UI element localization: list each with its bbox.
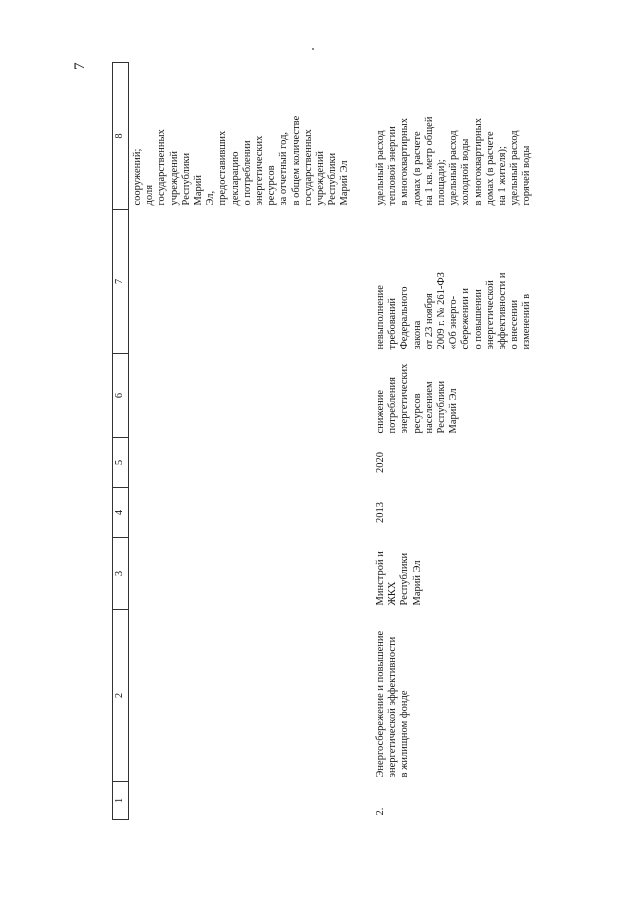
- cell-line: Марий Эл: [448, 388, 460, 434]
- cell-line: удельный расход: [509, 130, 521, 206]
- cell-line: эффективности и: [497, 272, 509, 350]
- cell-line: домах (в расчете: [484, 131, 496, 206]
- cell-line: ресурсов: [266, 165, 278, 206]
- cell-line: требований: [387, 297, 399, 350]
- cell-line: тепловой энергии: [387, 126, 399, 206]
- header-cell-6: 6: [113, 354, 129, 438]
- table-row: [372, 63, 534, 820]
- cell-line: за отчетный год,: [278, 131, 290, 206]
- header-cell-2: 2: [113, 610, 129, 782]
- cell-line: Эл,: [205, 190, 217, 206]
- cell-line: 2009 г. № 261-ФЗ: [436, 272, 448, 350]
- cell-line: удельный расход: [448, 130, 460, 206]
- cell-line: учреждений: [315, 150, 327, 206]
- cell-line: сооружений;: [132, 148, 143, 206]
- indicators-continued-cell: [129, 63, 373, 210]
- cell-line: о потреблении: [241, 140, 253, 206]
- header-cell-4: 4: [113, 488, 129, 538]
- cell-line: в многоквартирных: [399, 118, 411, 206]
- cell-line: горячей воды: [521, 145, 533, 206]
- cell-line: снижение: [375, 389, 386, 434]
- cell-line: Федерального: [399, 286, 411, 350]
- cell-line: Энергосбережение и повышение: [375, 630, 386, 778]
- end-year-cell: 2020: [375, 452, 386, 473]
- cell-line: на 1 кв. метр общей: [423, 116, 435, 206]
- indicators-cell: [372, 63, 534, 210]
- cell-line: Марий Эл: [411, 560, 423, 606]
- cell-line: в жилищном фонде: [399, 690, 411, 778]
- cell-line: о повышении: [472, 289, 484, 350]
- cell-line: Минстрой и ЖКХ: [375, 551, 399, 606]
- header-row: [113, 63, 129, 820]
- page-number: 7: [72, 62, 88, 70]
- cell-line: сбережении и: [460, 288, 472, 350]
- cell-line: в общем количестве: [290, 115, 302, 206]
- cell-line: закона: [411, 320, 423, 350]
- rotated-table-sheet: [112, 63, 570, 820]
- header-cell-1: 1: [113, 782, 129, 820]
- cell-line: ресурсов: [411, 393, 423, 434]
- cell-line: Республики: [180, 152, 192, 206]
- row-number: 2.: [375, 807, 386, 816]
- cell-line: невыполнение: [375, 285, 386, 350]
- cell-line: энергетической: [484, 280, 496, 350]
- cell-line: холодной воды: [460, 138, 472, 206]
- cell-line: от 23 ноября: [423, 293, 435, 350]
- cell-line: в многоквартирных: [472, 118, 484, 206]
- expected-result-cell: [372, 354, 534, 438]
- start-year-cell: 2013: [375, 502, 386, 523]
- cell-line: энергетической эффективности: [387, 636, 399, 778]
- cell-line: Марий: [193, 175, 205, 206]
- cell-line: энергетических: [399, 363, 411, 434]
- cell-line: площади);: [436, 159, 448, 206]
- cell-line: предоставивших: [217, 130, 229, 206]
- cell-line: Республики: [327, 152, 339, 206]
- cell-line: населением: [423, 381, 435, 434]
- header-cell-3: 3: [113, 538, 129, 610]
- cell-line: учреждений: [168, 150, 180, 206]
- cell-line: удельный расход: [375, 130, 386, 206]
- measure-name-cell: [372, 610, 534, 782]
- cell-line: государственных: [302, 129, 314, 206]
- cell-line: «Об энерго-: [448, 295, 460, 350]
- cell-line: декларацию: [229, 151, 241, 206]
- cell-line: энергетических: [254, 135, 266, 206]
- cell-line: Республики: [399, 552, 411, 606]
- cell-line: Марий Эл: [339, 160, 351, 206]
- header-cell-7: 7: [113, 210, 129, 354]
- cell-line: государственных: [156, 129, 168, 206]
- cell-line: потребления: [387, 377, 399, 434]
- cell-line: домах (в расчете: [411, 131, 423, 206]
- cell-line: на 1 жителя);: [497, 146, 509, 206]
- header-cell-5: 5: [113, 438, 129, 488]
- cell-line: о внесении: [509, 299, 521, 350]
- continuation-row: [129, 63, 373, 820]
- cell-line: изменений в: [521, 293, 533, 350]
- header-cell-8: 8: [113, 63, 129, 210]
- executor-cell: [372, 538, 534, 610]
- cell-line: Республики: [436, 380, 448, 434]
- measures-table: [112, 62, 534, 820]
- cell-line: доля: [144, 184, 156, 206]
- consequence-cell: [372, 210, 534, 354]
- scan-speck: [312, 48, 314, 50]
